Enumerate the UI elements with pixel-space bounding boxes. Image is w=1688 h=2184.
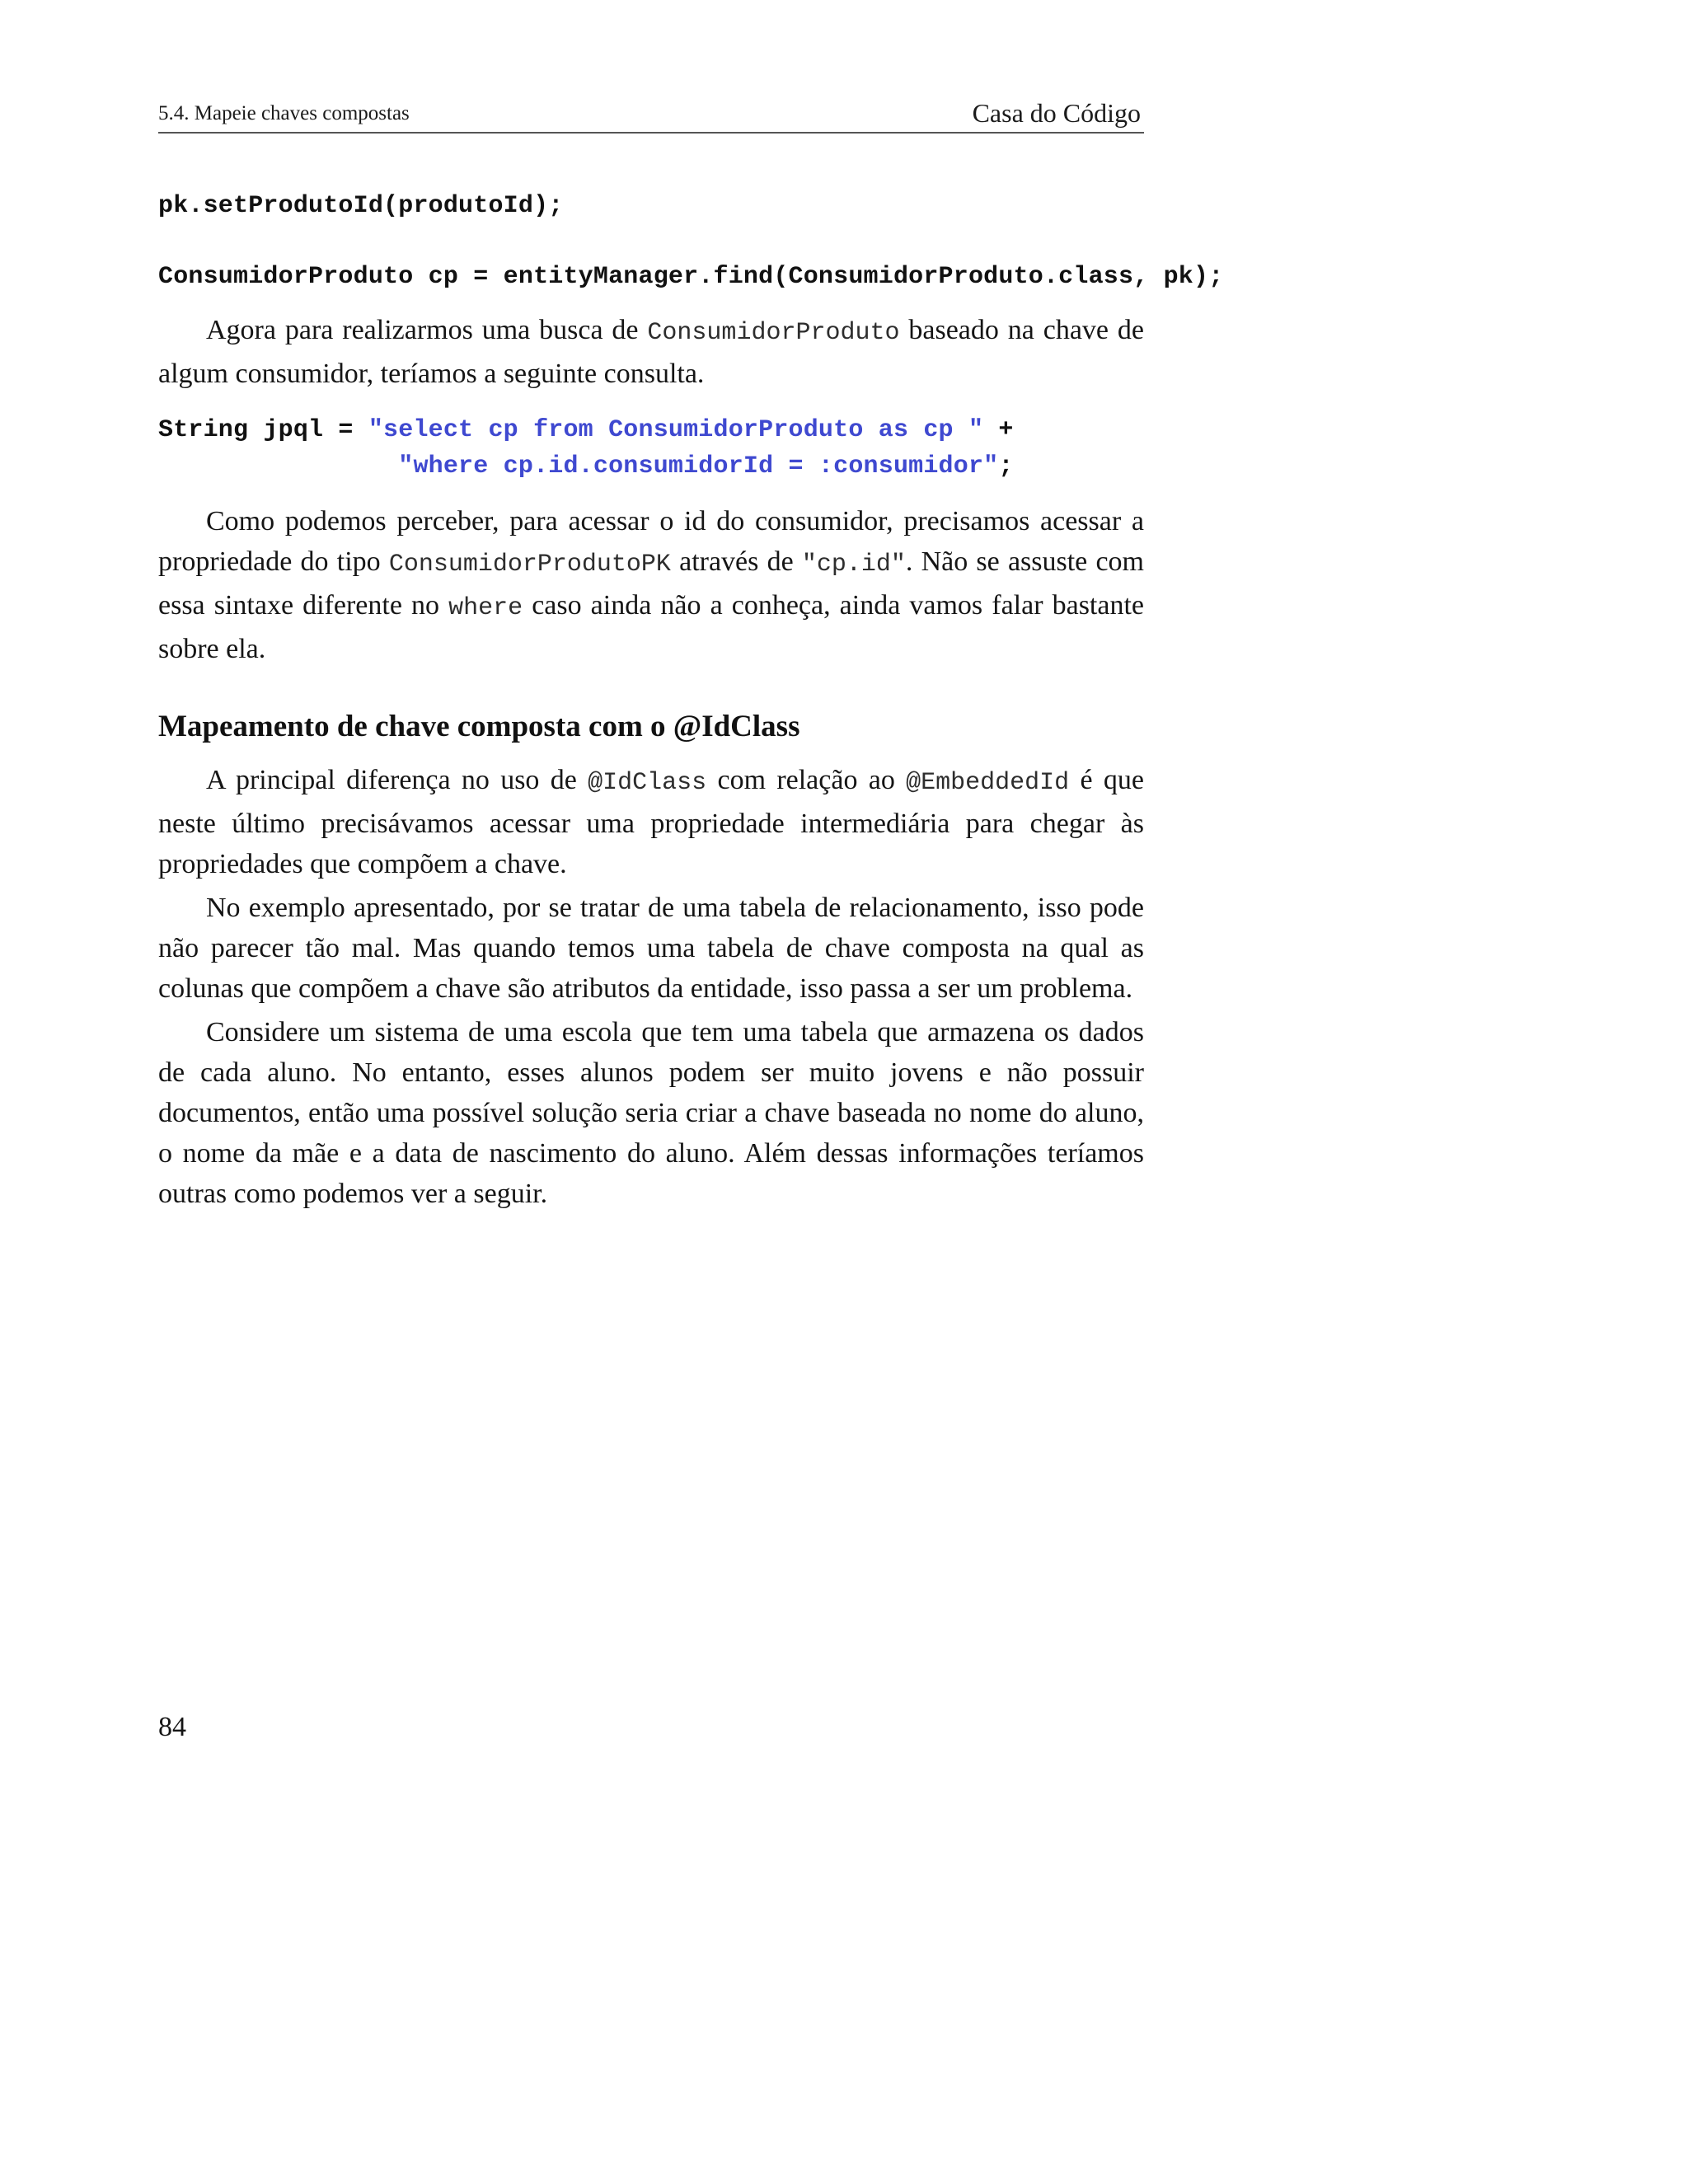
code-token: ; <box>998 452 1014 480</box>
text-run: baseado na chave de algum consumidor, teríamos a seguinte consulta. <box>158 315 1144 389</box>
inline-code: "cp.id" <box>801 551 906 579</box>
code-string: "select cp from ConsumidorProduto as cp " <box>368 416 984 444</box>
code-blank-line <box>158 224 1144 259</box>
paragraph-exemplo: No exemplo apresentado, por se tratar de uma tabela de relacionamento, isso pode não parecer tão mal. Mas quando temos uma tabela de chave composta na qual as colunas que compõem a chave são atributos da entidade, isso passa a ser um problema. <box>158 893 1144 1004</box>
code-line: ConsumidorProduto cp = entityManager.find(ConsumidorProduto.class, pk); <box>158 263 1224 291</box>
code-line <box>158 448 1144 485</box>
code-string: "where cp.id.consumidorId = :consumidor" <box>398 452 999 480</box>
text-run: é que neste último precisávamos acessar uma propriedade intermediária para chegar às propriedades que compõem a chave. <box>158 765 1144 879</box>
paragraph-idclass <box>158 760 1144 884</box>
running-header <box>158 97 1144 134</box>
inline-code: @EmbeddedId <box>906 769 1070 797</box>
text-run: caso ainda não a conheça, ainda vamos falar bastante sobre ela. <box>158 590 1144 664</box>
text-run: . Não se assuste com essa sintaxe diferente no <box>158 546 1144 621</box>
page-number: 84 <box>158 1712 186 1742</box>
text-run: Como podemos perceber, para acessar o id do consumidor, precisamos acessar a propriedade do tipo <box>158 506 1144 577</box>
text-run: A principal diferença no uso de <box>206 765 588 795</box>
paragraph-escola: Considere um sistema de uma escola que tem uma tabela que armazena os dados de cada aluno. No entanto, esses alunos podem ser muito jovens e não possuir documentos, então uma possível solução seria criar a chave baseada no nome do aluno, o nome da mãe e a data de nascimento do aluno. Além dessas informações teríamos outras como podemos ver a seguir. <box>158 1017 1144 1209</box>
text-run: com relação ao <box>706 765 907 795</box>
text-run: Agora para realizarmos uma busca de <box>206 315 648 345</box>
code-indent <box>158 452 398 480</box>
code-token: + <box>983 416 1014 444</box>
code-block-jpql <box>158 412 1144 485</box>
inline-code: @IdClass <box>588 769 707 797</box>
header-section-title: 5.4. Mapeie chaves compostas <box>158 102 410 124</box>
paragraph-acesso-id <box>158 501 1144 669</box>
code-block-find <box>158 188 1224 295</box>
code-line: pk.setProdutoId(produtoId); <box>158 192 564 220</box>
page-content <box>158 188 1224 1214</box>
paragraph-busca <box>158 310 1144 394</box>
inline-code: where <box>448 594 523 622</box>
text-run: através de <box>670 546 802 577</box>
header-publisher: Casa do Código <box>972 98 1141 128</box>
code-line <box>158 412 1144 448</box>
inline-code: ConsumidorProdutoPK <box>388 551 671 579</box>
code-token: String jpql = <box>158 416 368 444</box>
inline-code: ConsumidorProduto <box>647 319 900 347</box>
section-heading: Mapeamento de chave composta com o @IdClass <box>158 710 800 743</box>
